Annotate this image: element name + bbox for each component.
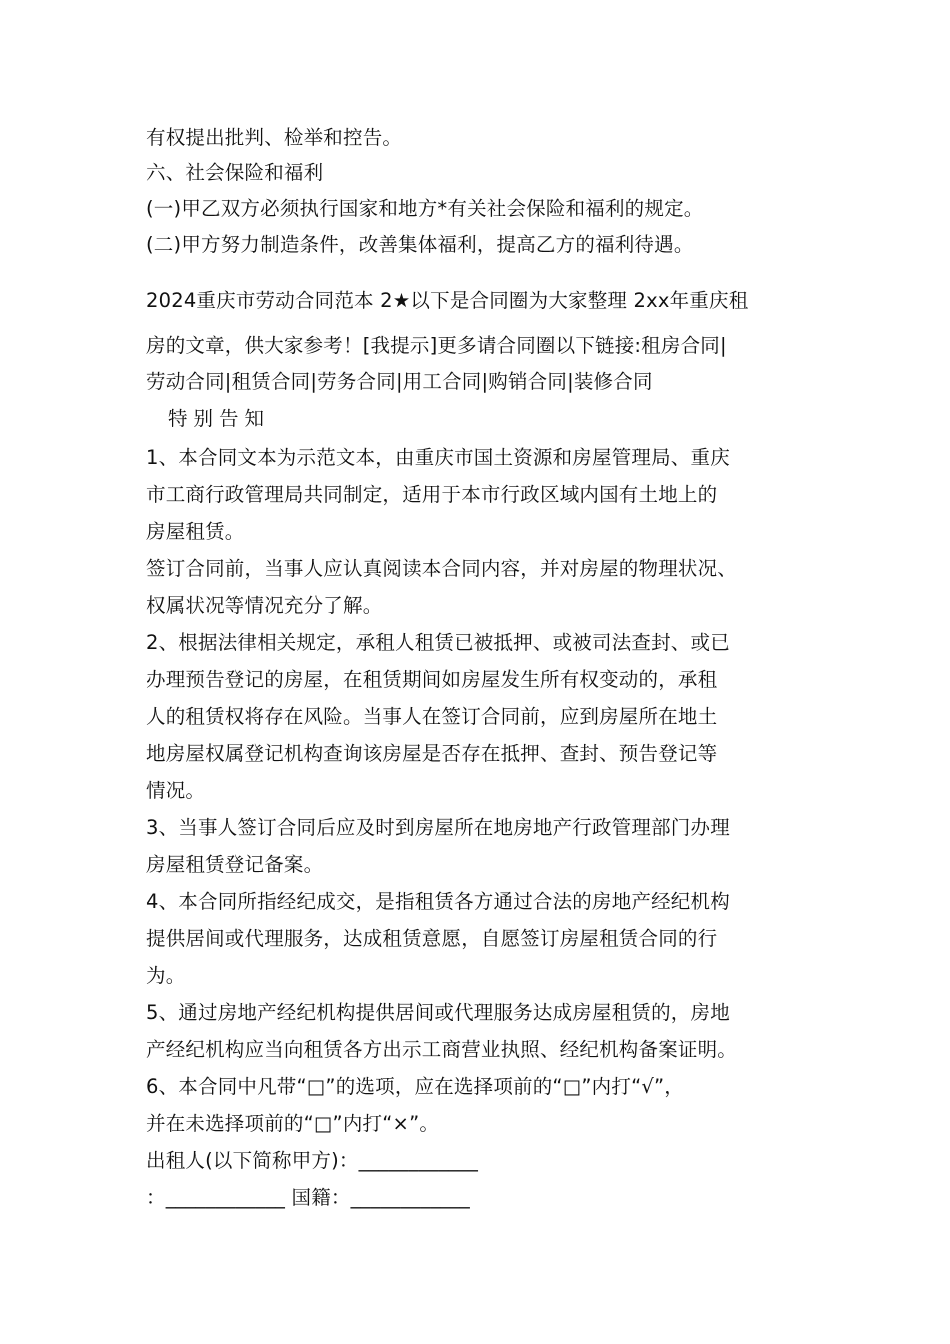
- text-line-24: 5、通过房地产经纪机构提供居间或代理服务达成房屋租赁的，房地: [146, 1001, 730, 1024]
- text-line-9: 1、本合同文本为示范文本，由重庆市国土资源和房屋管理局、重庆: [146, 446, 730, 469]
- text-line-21: 4、本合同所指经纪成交，是指租赁各方通过合法的房地产经纪机构: [146, 890, 730, 913]
- special-notice-heading: 特别告知: [168, 407, 271, 430]
- nationality-field-line: ：____________ 国籍：____________: [146, 1186, 470, 1209]
- text-line-3: (一)甲乙双方必须执行国家和地方*有关社会保险和福利的规定。: [146, 197, 704, 220]
- text-line-15: 办理预告登记的房屋，在租赁期间如房屋发生所有权变动的，承租: [146, 668, 718, 691]
- text-line-10: 市工商行政管理局共同制定，适用于本市行政区域内国有土地上的: [146, 483, 718, 506]
- text-line-18: 情况。: [146, 779, 206, 802]
- text-line-6: 房的文章，供大家参考！[我提示]更多请合同圈以下链接:租房合同|: [146, 334, 727, 357]
- text-line-27: 并在未选择项前的“□”内打“×”。: [146, 1112, 440, 1135]
- text-line-4: (二)甲方努力制造条件，改善集体福利，提高乙方的福利待遇。: [146, 233, 694, 256]
- section-heading-social-insurance: 六、社会保险和福利: [146, 161, 324, 184]
- text-line-26: 6、本合同中凡带“□”的选项，应在选择项前的“□”内打“√”，: [146, 1075, 684, 1098]
- text-line-1: 有权提出批判、检举和控告。: [146, 126, 403, 149]
- text-line-23: 为。: [146, 964, 186, 987]
- text-line-22: 提供居间或代理服务，达成租赁意愿，自愿签订房屋租赁合同的行: [146, 927, 718, 950]
- text-line-12: 签订合同前，当事人应认真阅读本合同内容，并对房屋的物理状况、: [146, 557, 738, 580]
- text-line-13: 权属状况等情况充分了解。: [146, 594, 383, 617]
- text-line-25: 产经纪机构应当向租赁各方出示工商营业执照、经纪机构备案证明。: [146, 1038, 738, 1061]
- text-line-20: 房屋租赁登记备案。: [146, 853, 324, 876]
- text-line-17: 地房屋权属登记机构查询该房屋是否存在抵押、查封、预告登记等: [146, 742, 718, 765]
- text-line-19: 3、当事人签订合同后应及时到房屋所在地房地产行政管理部门办理: [146, 816, 730, 839]
- text-line-14: 2、根据法律相关规定，承租人租赁已被抵押、或被司法查封、或已: [146, 631, 730, 654]
- text-line-7: 劳动合同|租赁合同|劳务合同|用工合同|购销合同|装修合同: [146, 370, 653, 393]
- lessor-field-line: 出租人(以下简称甲方)：____________: [146, 1149, 479, 1172]
- text-line-11: 房屋租赁。: [146, 520, 245, 543]
- document-title-line: 2024重庆市劳动合同范本 2★以下是合同圈为大家整理 2xx年重庆租: [146, 289, 749, 312]
- text-line-16: 人的租赁权将存在风险。当事人在签订合同前，应到房屋所在地土: [146, 705, 718, 728]
